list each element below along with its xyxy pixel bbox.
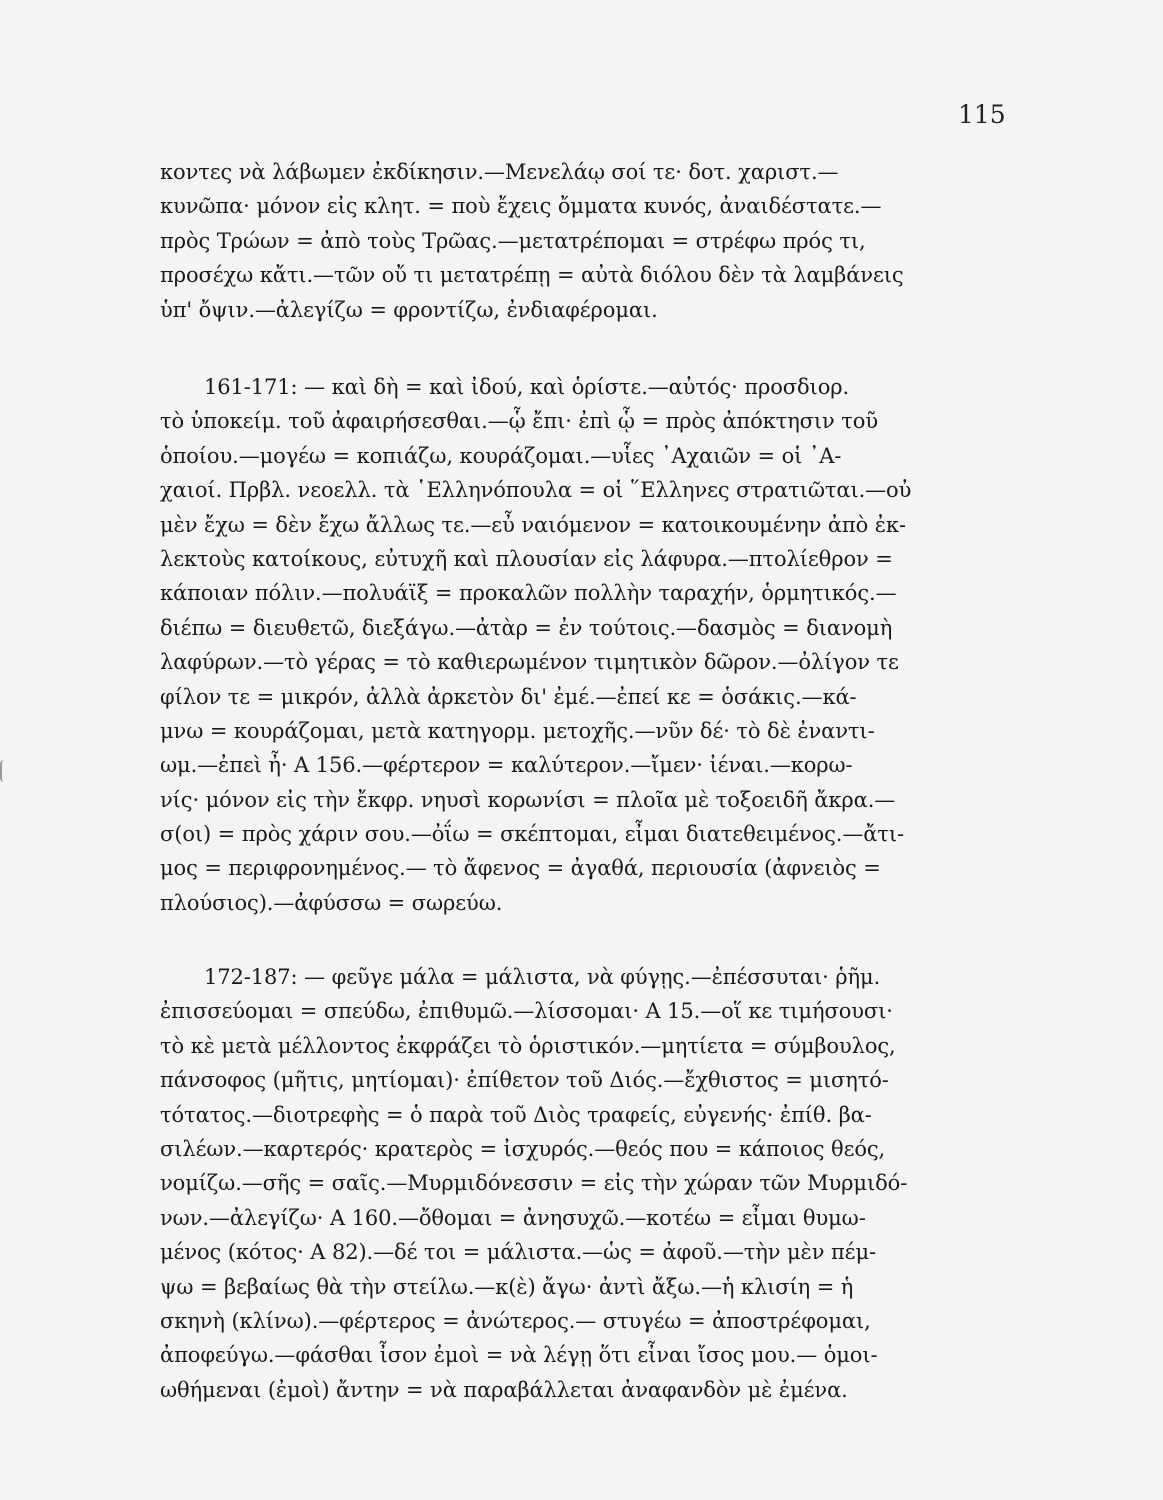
text-line: κυνῶπα· μόνον εἰς κλητ. = ποὺ ἔχεις ὄμματα κυνός, ἀναιδέστατε.— (160, 194, 882, 219)
page-edge-mark (0, 760, 8, 782)
text-line: ωθήμεναι (ἐμοὶ) ἄντην = νὰ παραβάλλεται ἀναφανδὸν μὲ ἐμένα. (160, 1377, 848, 1402)
text-line: σιλέων.—καρτερός· κρατερὸς = ἰσχυρός.—θεός που = κάποιος θεός, (160, 1136, 886, 1161)
paragraph-3 (160, 960, 1006, 1407)
paragraph-1 (160, 155, 1006, 327)
text-line: μος = περιφρονημένος.— τὸ ἄφενος = ἀγαθά, περιουσία (ἀφνειὸς = (160, 856, 881, 881)
text-line: διέπω = διευθετῶ, διεξάγω.—ἀτὰρ = ἐν τούτοις.—δασμὸς = διανομὴ (160, 615, 893, 640)
text-line: ἀποφεύγω.—φάσθαι ἶσον ἐμοὶ = νὰ λέγῃ ὅτι εἶναι ἴσος μου.— ὁμοι- (160, 1343, 878, 1368)
text-line: μὲν ἔχω = δὲν ἔχω ἄλλως τε.—εὖ ναιόμενον = κατοικουμένην ἀπὸ ἐκ- (160, 512, 906, 537)
text-line: πρὸς Τρώων = ἀπὸ τοὺς Τρῶας.—μετατρέπομαι = στρέφω πρός τι, (160, 228, 866, 253)
text-line: χαιοί. Πρβλ. νεοελλ. τὰ ῾Ελληνόπουλα = οἱ ῞Ελληνες στρατιῶται.—οὐ (160, 478, 912, 503)
text-line: ἐπισσεύομαι = σπεύδω, ἐπιθυμῶ.—λίσσομαι· Α 15.—οἵ κε τιμήσουσι· (160, 999, 893, 1024)
text-line: νίς· μόνον εἰς τὴν ἔκφρ. νηυσὶ κορωνίσι = πλοῖα μὲ τοξοειδῆ ἄκρα.— (160, 787, 896, 812)
text-line: τότατος.—διοτρεφὴς = ὁ παρὰ τοῦ Διὸς τραφείς, εὐγενής· ἐπίθ. βα- (160, 1102, 872, 1127)
text-line: σκηνὴ (κλίνω).—φέρτερος = ἀνώτερος.— στυγέω = ἀποστρέφομαι, (160, 1308, 871, 1333)
text-line: ψω = βεβαίως θὰ τὴν στείλω.—κ(ὲ) ἄγω· ἀντὶ ἄξω.—ἡ κλισίη = ἡ (160, 1274, 854, 1299)
text-line: πάνσοφος (μῆτις, μητίομαι)· ἐπίθετον τοῦ Διός.—ἔχθιστος = μισητό- (160, 1068, 889, 1093)
text-line: ὁποίου.—μογέω = κοπιάζω, κουράζομαι.—υἷες ᾿Αχαιῶν = οἱ ᾿Α- (160, 443, 842, 468)
text-line: νων.—ἀλεγίζω· Α 160.—ὄθομαι = ἀνησυχῶ.—κοτέω = εἶμαι θυμω- (160, 1205, 866, 1230)
text-line: ὑπ' ὄψιν.—ἀλεγίζω = φροντίζω, ἐνδιαφέρομαι. (160, 297, 658, 322)
text-line: μένος (κότος· Α 82).—δέ τοι = μάλιστα.—ὡς = ἀφοῦ.—τὴν μὲν πέμ- (160, 1240, 876, 1265)
page-number: 115 (958, 100, 1006, 129)
text-line: φίλον τε = μικρόν, ἀλλὰ ἀρκετὸν δι' ἐμέ.—ἐπεί κε = ὁσάκις.—κά- (160, 684, 857, 709)
text-line: προσέχω κἄτι.—τῶν οὔ τι μετατρέπῃ = αὐτὰ διόλου δὲν τὰ λαμβάνεις (160, 263, 904, 288)
text-line: τὸ ὑποκείμ. τοῦ ἀφαιρήσεσθαι.—ᾧ ἔπι· ἐπὶ ᾧ = πρὸς ἀπόκτησιν τοῦ (160, 409, 879, 434)
text-line: μνω = κουράζομαι, μετὰ κατηγορμ. μετοχῆς.—νῦν δέ· τὸ δὲ ἐναντι- (160, 718, 875, 743)
text-line: σ(οι) = πρὸς χάριν σου.—ὀΐω = σκέπτομαι, εἶμαι διατεθειμένος.—ἄτι- (160, 822, 904, 847)
text-line: τὸ κὲ μετὰ μέλλοντος ἐκφράζει τὸ ὁριστικόν.—μητίετα = σύμβουλος, (160, 1033, 896, 1058)
text-line: 172-187: — φεῦγε μάλα = μάλιστα, νὰ φύγῃς.—ἐπέσσυται· ῥῆμ. (204, 965, 881, 989)
text-line: λαφύρων.—τὸ γέρας = τὸ καθιερωμένον τιμητικὸν δῶρον.—ὀλίγον τε (160, 650, 899, 675)
text-line: κάποιαν πόλιν.—πολυάϊξ = προκαλῶν πολλὴν ταραχήν, ὁρμητικός.— (160, 581, 897, 606)
text-line: ωμ.—ἐπεὶ ἦ· Α 156.—φέρτερον = καλύτερον.—ἴμεν· ἰέναι.—κορω- (160, 753, 853, 778)
text-line: πλούσιος).—ἀφύσσω = σωρεύω. (160, 890, 503, 915)
text-line: κοντες νὰ λάβωμεν ἐκδίκησιν.—Μενελάῳ σοί τε· δοτ. χαριστ.— (160, 160, 839, 184)
text-line: λεκτοὺς κατοίκους, εὐτυχῆ καὶ πλουσίαν εἰς λάφυρα.—πτολίεθρον = (160, 546, 893, 571)
paragraph-2 (160, 370, 1006, 920)
text-line: 161-171: — καὶ δὴ = καὶ ἰδού, καὶ ὁρίστε.—αὐτός· προσδιορ. (204, 375, 850, 399)
text-line: νομίζω.—σῆς = σαῖς.—Μυρμιδόνεσσιν = εἰς τὴν χώραν τῶν Μυρμιδό- (160, 1171, 908, 1196)
